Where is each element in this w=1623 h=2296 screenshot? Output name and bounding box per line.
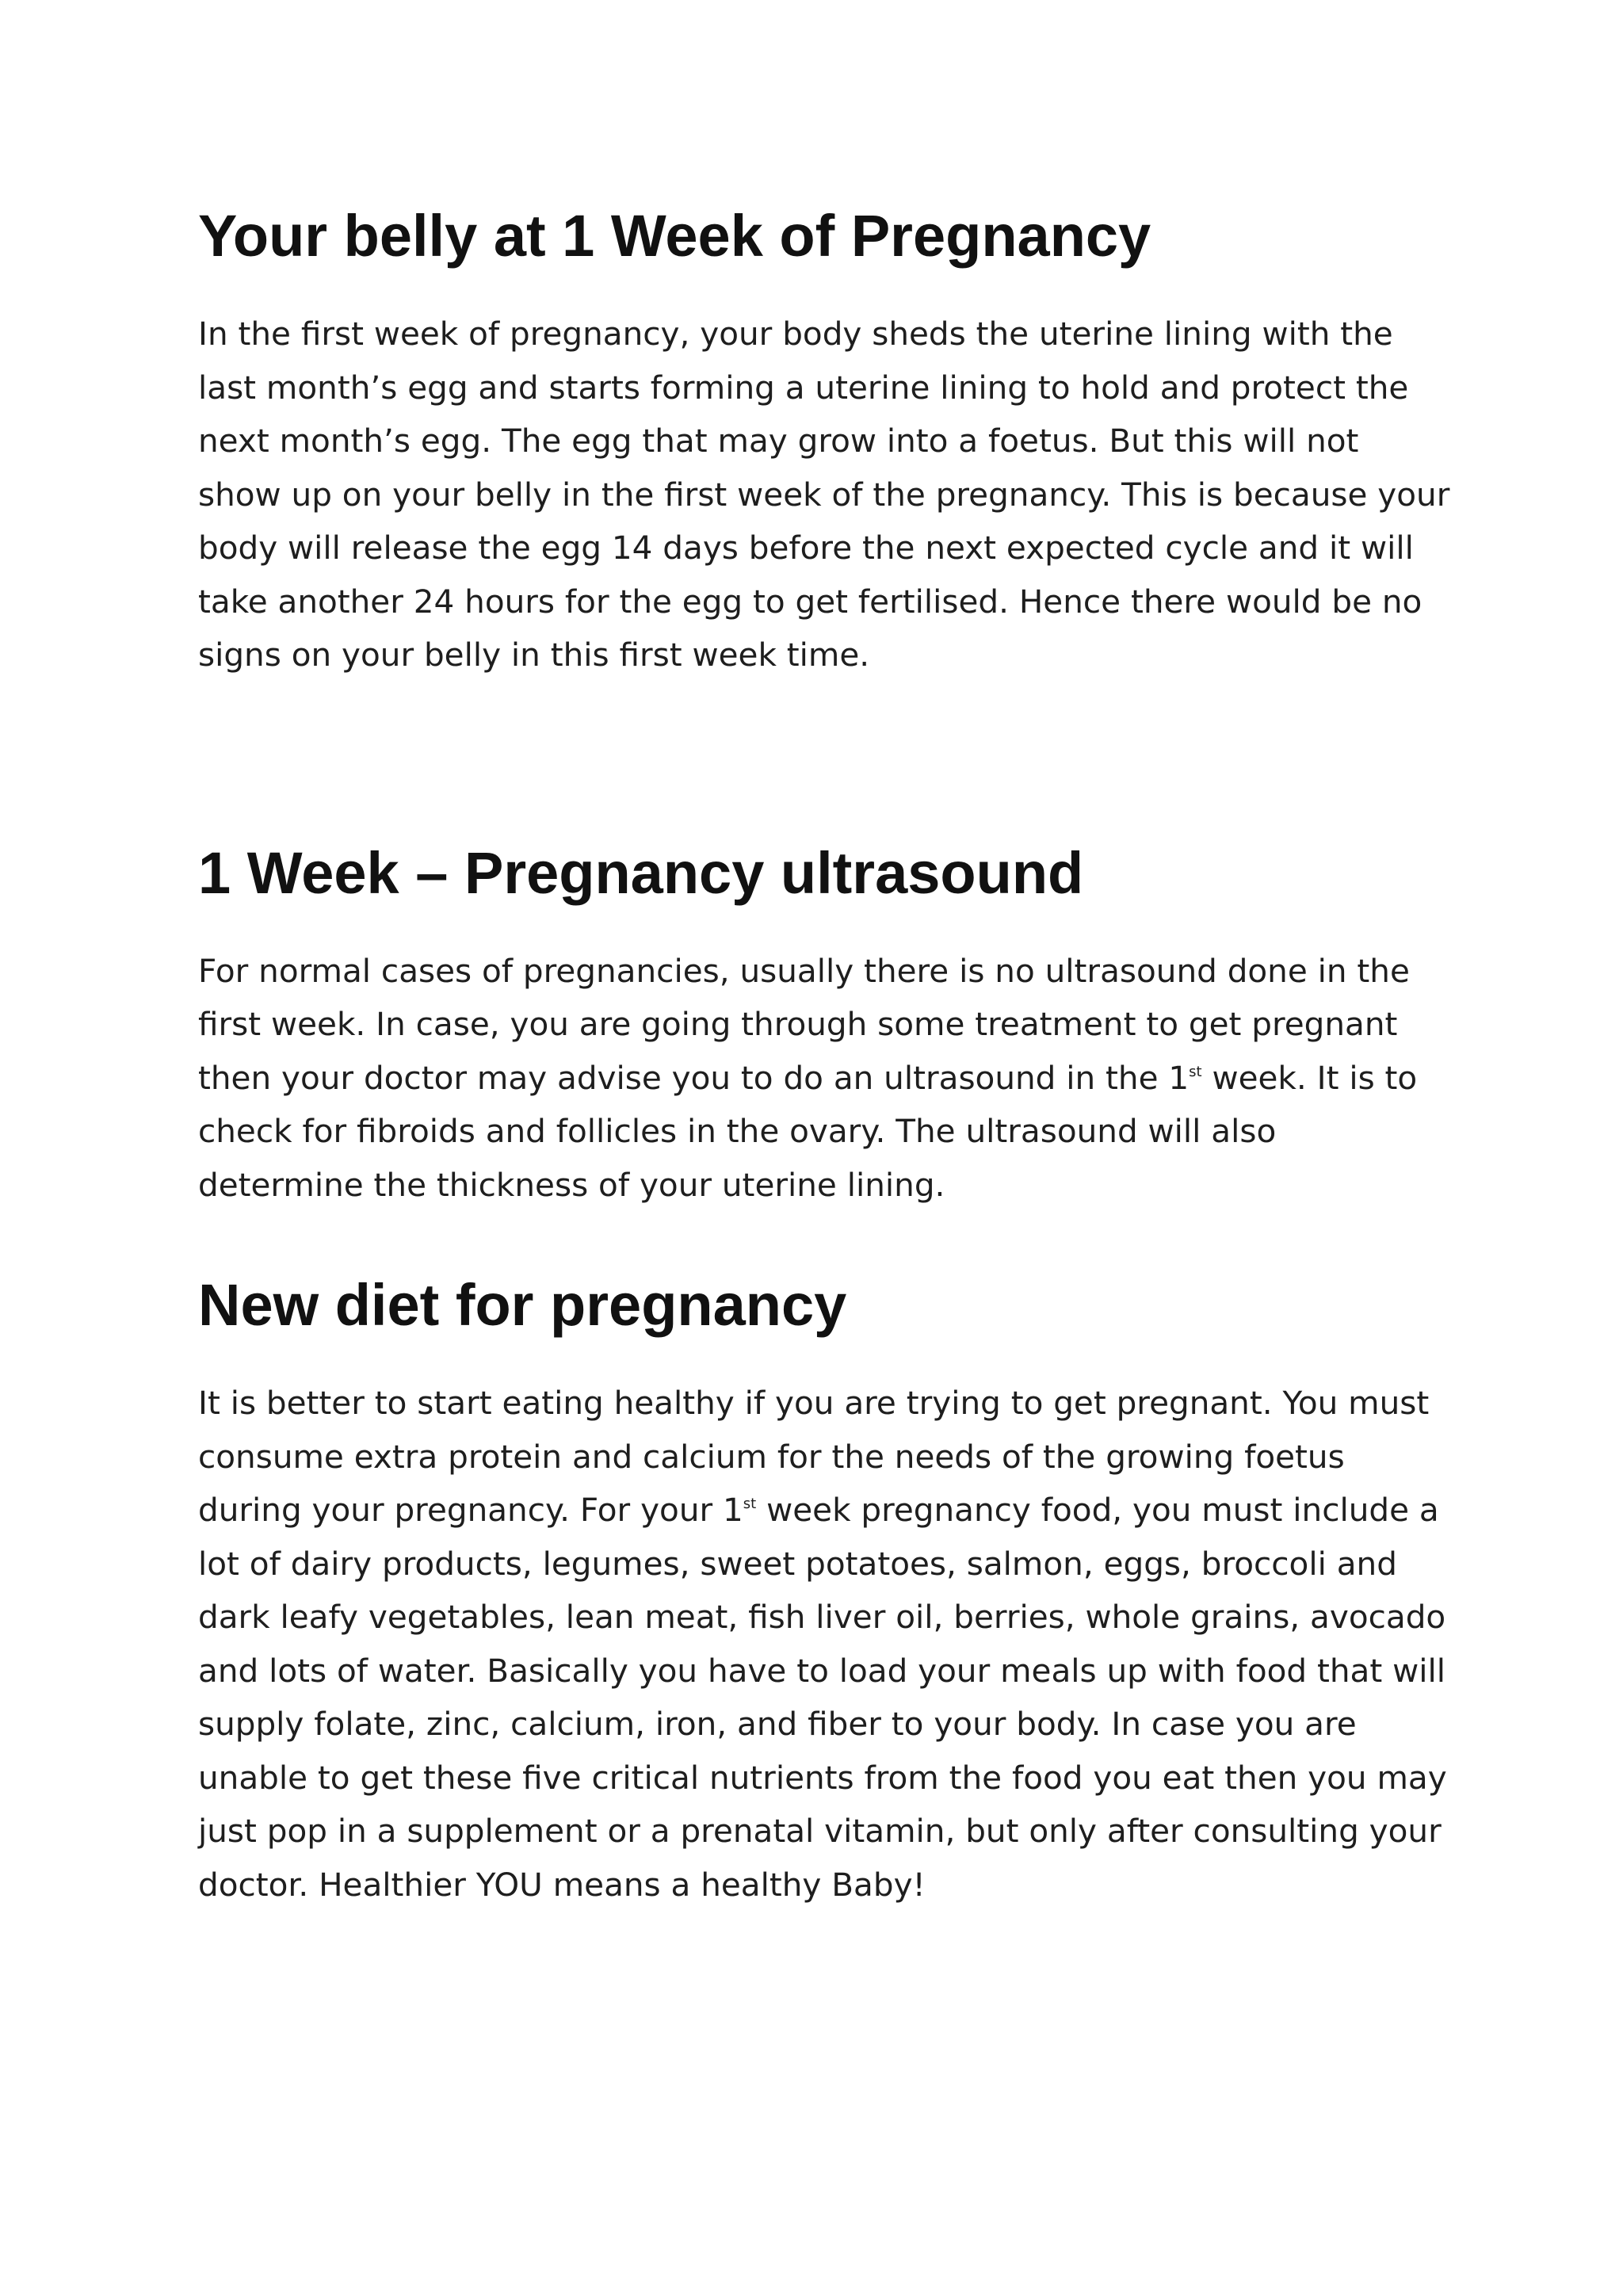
paragraph-text: It is better to start eating healthy if you are trying to get pregnant. You must consume extra protein and calcium for the needs of the growing foetus during your pregnancy. For your 1 xyxy=(198,1384,1430,1530)
section-paragraph: In the first week of pregnancy, your body sheds the uterine lining with the last month’s egg and starts forming a uterine lining to hold and protect the next month’s egg. The egg that may grow into a foetus. But this will not show up on your belly in the first week of the pregnancy. This is because your body will release the egg 14 days before the next expected cycle and it will take another 24 hours for the egg to get fertilised. Hence there would be no signs on your belly in this first week time. xyxy=(198,315,1450,674)
section-diet xyxy=(198,1271,1450,1912)
section-heading: New diet for pregnancy xyxy=(198,1272,847,1339)
section-paragraph xyxy=(198,1377,1450,1912)
ordinal-suffix: st xyxy=(1189,1063,1202,1080)
section-heading: Your belly at 1 Week of Pregnancy xyxy=(198,203,1151,269)
paragraph-text: week pregnancy food, you must include a lot of dairy products, legumes, sweet potatoes, salmon, eggs, broccoli and dark leafy vegetables, lean meat, fish liver oil, berries, whole grains, avocado and lots of water. Basically you have to load your meals up with food that will supply folate, zinc, calcium, iron, and fiber to your body. In case you are unable to get these five critical nutrients from the food you eat then you may just pop in a supplement or a prenatal vitamin, but only after consulting your doctor. Healthier YOU means a healthy Baby! xyxy=(198,1491,1447,1904)
section-heading: 1 Week – Pregnancy ultrasound xyxy=(198,839,1084,906)
ordinal-suffix: st xyxy=(743,1496,757,1513)
section-ultrasound xyxy=(198,839,1450,1213)
section-paragraph xyxy=(198,945,1450,1213)
paragraph-text: For normal cases of pregnancies, usually there is no ultrasound done in the first week. In case, you are going through some treatment to get pregnant then your doctor may advise you to do an ultrasound in the 1 xyxy=(198,951,1410,1097)
section-belly-week-1 xyxy=(198,202,1450,682)
paragraph-text: week. It is to check for fibroids and follicles in the ovary. The ultrasound will also determine the thickness of your uterine lining. xyxy=(198,1058,1418,1204)
article-body xyxy=(198,202,1450,1912)
